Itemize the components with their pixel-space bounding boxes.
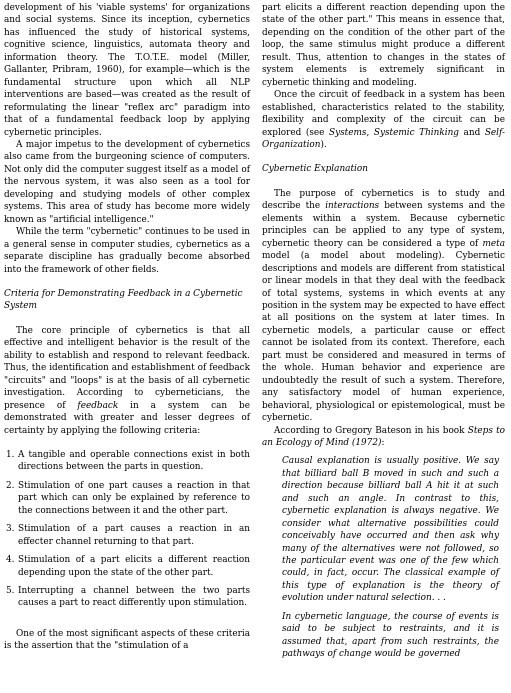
list-item: 5. Interrupting a channel between the two parts causes a part to react differently upon stimulation. [6, 586, 250, 609]
section-heading: Criteria for Demonstrating Feedback in a Cybernetic System [4, 288, 243, 312]
list-item: 1. A tangible and operable connections exist in both directions between the parts in question. [6, 449, 250, 473]
paragraph: development of his 'viable systems' for organizations and social systems. Since its inception, cybernetics has influenced the study of historical systems, cognitive science, linguistics, automata theory and information theory. The T.O.T.E. model (Miller, Gallanter, Pribram, 1960), for example—which is the fundamental structure upon which all NLP interventions are based—was created as the result of reformulating the linear "reflex arc" paradigm into that of a fundamental feedback loop by applying cybernetic principles. [4, 3, 250, 138]
paragraph: While the term "cybernetic" continues to be used in a general sense in computer studies, cybernetics as a separate discipline has gradually become absorbed into the framework of other fields. [4, 227, 250, 275]
paragraph: A major impetus to the development of cybernetics also came from the burgeoning science of computers. Not only did the computer suggest itself as a model of the nervous system, it was also seen as a tool for developing and studying models of other complex systems. This area of study has become more widely known as "artificial intelligence." [4, 139, 250, 225]
paragraph: part elicits a different reaction depending upon the state of the other part." This means in essence that, depending on the condition of the other part of the loop, the same stimulus might produce a different result. Thus, attention to changes in the states of system elements is extremely significant in cybernetic thinking and modeling. [262, 3, 505, 88]
quote-paragraph: Causal explanation is usually positive. We say that billiard ball B moved in such and such a direction because billiard ball A hit it at such and such an angle. In contrast to this, cybernetic explanation is always negative. We consider what alternative possibilities could conceivably have occurred and then ask why many of the alternatives were not followed, so the particular event was one of the few which could, in fact, occur. The classical example of this type of explanation is the theory of evolution under natural selection. . . [282, 456, 499, 604]
paragraph: The core principle of cybernetics is that all effective and intelligent behavior is the result of the ability to establish and respond to relevant feedback. Thus, the identification and establishment of feedback "circuits" and "loops" is at the basis of all cybernetic investigation. According to cyberneticians, the presence of feedback in a system can be demonstrated with greater and lesser degrees of certainty by applying the following criteria: [4, 325, 250, 436]
quote-paragraph: In cybernetic language, the course of events is said to be subject to restraints, and it is assumed that, apart from such restraints, the pathways of change would be governed [282, 611, 499, 660]
list-item: 4. Stimulation of a part elicits a different reaction depending upon the state of the other part. [6, 555, 250, 578]
paragraph: According to Gregory Bateson in his book Steps to an Ecology of Mind (1972): [262, 425, 506, 448]
block-quote [282, 455, 499, 660]
criteria-list [4, 449, 250, 610]
paragraph: One of the most significant aspects of these criteria is the assertion that the "stimulation of a [4, 628, 250, 652]
left-column [4, 2, 250, 653]
paragraph: Once the circuit of feedback in a system has been established, characteristics related to the stability, flexibility and complexity of the circuit can be explored (see Systems, Systemic Thinking and Self-Organization). [262, 90, 505, 150]
right-column [262, 2, 505, 661]
list-item: 3. Stimulation of a part causes a reaction in an effecter channel returning to that part. [6, 524, 250, 547]
list-item: 2. Stimulation of one part causes a reaction in that part which can only be explained by reference to the connections between it and the other part. [6, 480, 250, 516]
section-heading: Cybernetic Explanation [262, 164, 368, 175]
paragraph: The purpose of cybernetics is to study and describe the interactions between systems and the elements within a system. Because cybernetic principles can be applied to any type of system, cybernetic theory can be considered a type of meta model (a model about modeling). Cybernetic descriptions and models are different from statistical or linear models in that they deal with the feedback of total systems, systems in which events at any position in the system may be expected to have effect at all positions on the system at later times. In cybernetic models, a particular cause or effect cannot be isolated from its context. Therefore, each part must be considered and measured in terms of the whole. Human behavior and experience are undoubtedly the result of such a system. Therefore, any satisfactory model of human experience, behavioral, physiological or epistemological, must be cybernetic. [262, 188, 505, 424]
